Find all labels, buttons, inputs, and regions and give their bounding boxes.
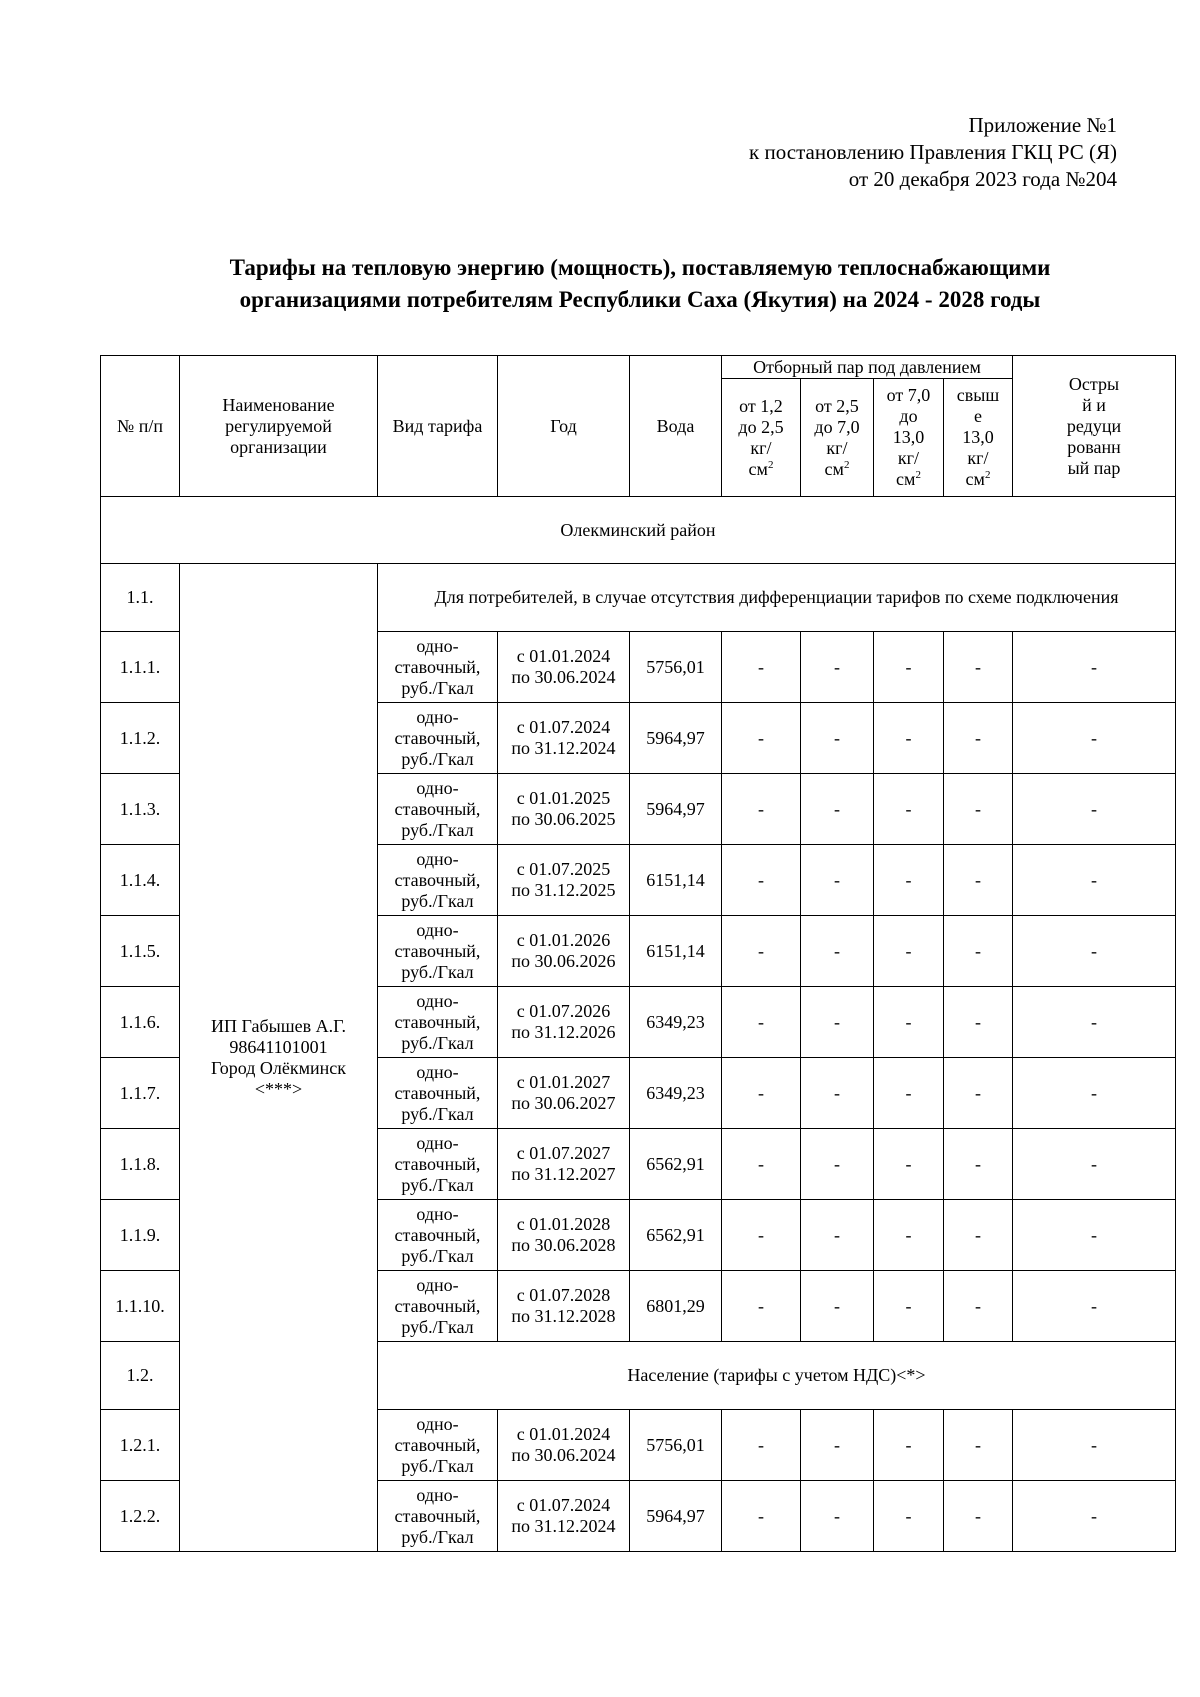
tariff-type-line: руб./Гкал <box>401 1316 474 1337</box>
tariff-type-line: ставочный, <box>394 798 481 819</box>
steam-p1-value: - <box>722 1271 801 1342</box>
header-line <box>947 469 1009 490</box>
col-header-num: № п/п <box>101 356 180 497</box>
header-line: от 1,2 <box>739 395 783 416</box>
header-line: й и <box>1082 394 1106 415</box>
header-line: от 2,5 <box>815 395 859 416</box>
steam-p2-value: - <box>801 632 874 703</box>
header-line <box>804 459 870 480</box>
steam-sharp-value: - <box>1013 1200 1176 1271</box>
tariff-type-line: одно- <box>416 706 459 727</box>
organization-line: Город Олёкминск <box>210 1057 347 1078</box>
tariff-period <box>498 845 630 916</box>
steam-p4-value: - <box>944 703 1013 774</box>
tariff-type <box>378 845 498 916</box>
tariff-type-line: руб./Гкал <box>401 1103 474 1124</box>
unit-text: см <box>748 458 768 479</box>
tariff-type-line: руб./Гкал <box>401 677 474 698</box>
region-row <box>101 497 1176 564</box>
steam-p1-value: - <box>722 1129 801 1200</box>
steam-sharp-value: - <box>1013 703 1176 774</box>
steam-p4-value: - <box>944 1271 1013 1342</box>
superscript: 2 <box>984 469 991 481</box>
period-line: с 01.01.2024 <box>516 1424 611 1444</box>
organization-line: ИП Габышев А.Г. <box>211 1015 346 1036</box>
tariff-type-line: руб./Гкал <box>401 890 474 911</box>
tariff-type <box>378 774 498 845</box>
tariff-type <box>378 916 498 987</box>
col-header-steam-group: Отборный пар под давлением <box>722 356 1013 379</box>
steam-sharp-value: - <box>1013 1129 1176 1200</box>
superscript: 2 <box>843 458 850 471</box>
steam-sharp-value: - <box>1013 1410 1176 1481</box>
col-header-water: Вода <box>630 356 722 497</box>
header-line <box>725 459 797 480</box>
period-line: по 31.12.2027 <box>511 1164 616 1184</box>
steam-sharp-value: - <box>1013 1271 1176 1342</box>
title-line: организациями потребителям Республики Саха (Якутия) на 2024 - 2028 годы <box>239 287 1041 312</box>
period-line: с 01.01.2027 <box>516 1072 611 1092</box>
steam-sharp-value: - <box>1013 1058 1176 1129</box>
header-line: ый пар <box>1067 457 1121 478</box>
tariff-type-line: одно- <box>416 1413 459 1434</box>
tariff-type <box>378 987 498 1058</box>
steam-p3-value: - <box>874 1200 944 1271</box>
steam-p4-value: - <box>944 845 1013 916</box>
water-tariff-value: 6349,23 <box>630 1058 722 1129</box>
period-line: по 30.06.2028 <box>511 1235 616 1255</box>
tariff-type-line: руб./Гкал <box>401 748 474 769</box>
appendix-line: к постановлению Правления ГКЦ РС (Я) <box>749 140 1117 164</box>
header-line: от 7,0 <box>886 385 931 405</box>
region-name: Олекминский район <box>101 497 1176 564</box>
tariff-type-line: руб./Гкал <box>401 1245 474 1266</box>
title-line: Тарифы на тепловую энергию (мощность), поставляемую теплоснабжающими <box>229 255 1051 280</box>
tariff-type-line: руб./Гкал <box>401 961 474 982</box>
water-tariff-value: 5964,97 <box>630 1481 722 1552</box>
water-tariff-value: 6801,29 <box>630 1271 722 1342</box>
col-header-org: Наименование регулируемой организации <box>180 356 378 497</box>
steam-p2-value: - <box>801 1129 874 1200</box>
col-header-pressure-2 <box>801 379 874 497</box>
period-line: по 31.12.2024 <box>511 1516 616 1536</box>
appendix-line: Приложение №1 <box>968 113 1117 137</box>
tariff-type-line: ставочный, <box>394 940 481 961</box>
header-line: до 2,5 <box>738 416 784 437</box>
steam-sharp-value: - <box>1013 845 1176 916</box>
organization-name <box>180 564 378 1552</box>
header-line: кг/ <box>750 437 772 458</box>
tariff-type <box>378 1058 498 1129</box>
water-tariff-value: 5964,97 <box>630 703 722 774</box>
tariff-period <box>498 703 630 774</box>
header-line: рованн <box>1067 436 1121 457</box>
row-number: 1.1.4. <box>101 845 180 916</box>
steam-p3-value: - <box>874 1058 944 1129</box>
tariff-type-line: одно- <box>416 990 459 1011</box>
period-line: с 01.01.2026 <box>516 930 611 950</box>
steam-sharp-value: - <box>1013 916 1176 987</box>
tariff-type-line: одно- <box>416 1203 459 1224</box>
appendix-reference <box>749 112 1117 193</box>
steam-p2-value: - <box>801 1200 874 1271</box>
steam-p2-value: - <box>801 1410 874 1481</box>
tariff-type-line: одно- <box>416 635 459 656</box>
tariff-type-line: ставочный, <box>394 1224 481 1245</box>
steam-p4-value: - <box>944 1410 1013 1481</box>
tariff-type-line: одно- <box>416 777 459 798</box>
tariff-period <box>498 916 630 987</box>
water-tariff-value: 6562,91 <box>630 1200 722 1271</box>
tariff-type-line: одно- <box>416 1132 459 1153</box>
header-line: кг/ <box>967 448 989 468</box>
steam-p4-value: - <box>944 1129 1013 1200</box>
period-line: с 01.07.2024 <box>516 717 611 737</box>
tariff-period <box>498 1481 630 1552</box>
col-header-pressure-1 <box>722 379 801 497</box>
tariff-type-line: ставочный, <box>394 1295 481 1316</box>
steam-p2-value: - <box>801 1058 874 1129</box>
group-number: 1.2. <box>101 1342 180 1410</box>
header-line: кг/ <box>826 437 848 458</box>
period-line: с 01.07.2027 <box>516 1143 611 1163</box>
tariff-type <box>378 1129 498 1200</box>
unit-text: см <box>965 469 985 489</box>
steam-p3-value: - <box>874 916 944 987</box>
water-tariff-value: 6151,14 <box>630 845 722 916</box>
tariff-type <box>378 632 498 703</box>
steam-sharp-value: - <box>1013 632 1176 703</box>
col-header-pressure-3 <box>874 379 944 497</box>
header-line <box>877 469 940 490</box>
period-line: по 31.12.2026 <box>511 1022 616 1042</box>
header-line: Остры <box>1068 373 1120 394</box>
steam-p2-value: - <box>801 916 874 987</box>
row-number: 1.1.9. <box>101 1200 180 1271</box>
tariff-type-line: ставочный, <box>394 1011 481 1032</box>
group-header-row <box>101 564 1176 632</box>
steam-sharp-value: - <box>1013 1481 1176 1552</box>
row-number: 1.2.2. <box>101 1481 180 1552</box>
tariff-type-line: ставочный, <box>394 1082 481 1103</box>
tariff-period <box>498 987 630 1058</box>
tariff-period <box>498 632 630 703</box>
row-number: 1.1.1. <box>101 632 180 703</box>
steam-p3-value: - <box>874 632 944 703</box>
period-line: по 31.12.2025 <box>511 880 616 900</box>
row-number: 1.1.8. <box>101 1129 180 1200</box>
tariff-type-line: ставочный, <box>394 727 481 748</box>
steam-p3-value: - <box>874 703 944 774</box>
tariff-type-line: одно- <box>416 1484 459 1505</box>
tariff-type <box>378 1271 498 1342</box>
steam-p3-value: - <box>874 1129 944 1200</box>
period-line: с 01.07.2026 <box>516 1001 611 1021</box>
steam-p3-value: - <box>874 1410 944 1481</box>
steam-p2-value: - <box>801 1271 874 1342</box>
row-number: 1.1.3. <box>101 774 180 845</box>
steam-p4-value: - <box>944 916 1013 987</box>
tariff-type-line: руб./Гкал <box>401 1526 474 1547</box>
tariff-period <box>498 1271 630 1342</box>
water-tariff-value: 5964,97 <box>630 774 722 845</box>
tariff-period <box>498 1200 630 1271</box>
row-number: 1.1.2. <box>101 703 180 774</box>
period-line: с 01.01.2025 <box>516 788 611 808</box>
tariff-type <box>378 1200 498 1271</box>
period-line: по 30.06.2027 <box>511 1093 616 1113</box>
steam-p3-value: - <box>874 774 944 845</box>
appendix-line: от 20 декабря 2023 года №204 <box>848 167 1117 191</box>
steam-p3-value: - <box>874 987 944 1058</box>
period-line: по 30.06.2024 <box>511 1445 616 1465</box>
superscript: 2 <box>767 458 774 471</box>
tariff-type <box>378 1410 498 1481</box>
steam-p3-value: - <box>874 1481 944 1552</box>
group-number: 1.1. <box>101 564 180 632</box>
col-header-year: Год <box>498 356 630 497</box>
unit-text: см <box>824 458 844 479</box>
tariff-table <box>100 355 1176 1552</box>
steam-p1-value: - <box>722 1410 801 1481</box>
tariff-type-line: ставочный, <box>394 656 481 677</box>
water-tariff-value: 5756,01 <box>630 1410 722 1481</box>
period-line: по 31.12.2028 <box>511 1306 616 1326</box>
steam-p1-value: - <box>722 845 801 916</box>
period-line: с 01.07.2028 <box>516 1285 611 1305</box>
row-number: 1.2.1. <box>101 1410 180 1481</box>
tariff-type-line: одно- <box>416 919 459 940</box>
steam-p2-value: - <box>801 1481 874 1552</box>
steam-p1-value: - <box>722 632 801 703</box>
row-number: 1.1.10. <box>101 1271 180 1342</box>
col-header-type: Вид тарифа <box>378 356 498 497</box>
steam-p1-value: - <box>722 1058 801 1129</box>
period-line: по 30.06.2025 <box>511 809 616 829</box>
steam-p4-value: - <box>944 774 1013 845</box>
header-line: свыш <box>956 385 1000 405</box>
tariff-type-line: руб./Гкал <box>401 1032 474 1053</box>
steam-p4-value: - <box>944 1200 1013 1271</box>
water-tariff-value: 5756,01 <box>630 632 722 703</box>
row-number: 1.1.5. <box>101 916 180 987</box>
header-line: до 7,0 <box>814 416 860 437</box>
tariff-type-line: ставочный, <box>394 1434 481 1455</box>
tariff-period <box>498 774 630 845</box>
superscript: 2 <box>915 469 921 481</box>
period-line: по 31.12.2024 <box>511 738 616 758</box>
steam-p4-value: - <box>944 1058 1013 1129</box>
header-line: 13,0 <box>962 427 994 447</box>
steam-p4-value: - <box>944 632 1013 703</box>
steam-p1-value: - <box>722 1481 801 1552</box>
steam-sharp-value: - <box>1013 774 1176 845</box>
row-number: 1.1.6. <box>101 987 180 1058</box>
tariff-period <box>498 1058 630 1129</box>
period-line: по 30.06.2024 <box>511 667 616 687</box>
tariff-type-line: руб./Гкал <box>401 1455 474 1476</box>
col-header-pressure-4 <box>944 379 1013 497</box>
period-line: по 30.06.2026 <box>511 951 616 971</box>
steam-p3-value: - <box>874 1271 944 1342</box>
row-number: 1.1.7. <box>101 1058 180 1129</box>
group-title: Население (тарифы с учетом НДС)<*> <box>378 1342 1176 1410</box>
steam-sharp-value: - <box>1013 987 1176 1058</box>
water-tariff-value: 6562,91 <box>630 1129 722 1200</box>
organization-line: 98641101001 <box>229 1036 328 1057</box>
col-header-sharp-steam <box>1013 356 1176 497</box>
period-line: с 01.01.2024 <box>516 646 611 666</box>
tariff-period <box>498 1410 630 1481</box>
unit-text: см <box>896 469 916 489</box>
header-line: е <box>974 406 982 426</box>
header-line: 13,0 <box>892 427 925 447</box>
header-line: до <box>899 406 918 426</box>
document-title <box>100 252 1180 316</box>
tariff-type-line: ставочный, <box>394 1153 481 1174</box>
steam-p2-value: - <box>801 703 874 774</box>
tariff-type-line: руб./Гкал <box>401 1174 474 1195</box>
tariff-type <box>378 1481 498 1552</box>
tariff-type-line: одно- <box>416 1274 459 1295</box>
organization-line: <***> <box>254 1078 303 1099</box>
steam-p1-value: - <box>722 987 801 1058</box>
period-line: с 01.01.2028 <box>516 1214 611 1234</box>
period-line: с 01.07.2024 <box>516 1495 611 1515</box>
water-tariff-value: 6151,14 <box>630 916 722 987</box>
steam-p1-value: - <box>722 703 801 774</box>
steam-p1-value: - <box>722 774 801 845</box>
steam-p2-value: - <box>801 774 874 845</box>
steam-p2-value: - <box>801 987 874 1058</box>
steam-p1-value: - <box>722 916 801 987</box>
header-line: кг/ <box>897 448 920 468</box>
steam-p3-value: - <box>874 845 944 916</box>
group-title: Для потребителей, в случае отсутствия дифференциации тарифов по схеме подключения <box>378 564 1176 632</box>
steam-p4-value: - <box>944 1481 1013 1552</box>
steam-p4-value: - <box>944 987 1013 1058</box>
period-line: с 01.07.2025 <box>516 859 611 879</box>
tariff-period <box>498 1129 630 1200</box>
tariff-type-line: одно- <box>416 848 459 869</box>
tariff-type-line: руб./Гкал <box>401 819 474 840</box>
tariff-type-line: одно- <box>416 1061 459 1082</box>
header-line: редуци <box>1066 415 1122 436</box>
tariff-type-line: ставочный, <box>394 1505 481 1526</box>
tariff-type-line: ставочный, <box>394 869 481 890</box>
steam-p1-value: - <box>722 1200 801 1271</box>
steam-p2-value: - <box>801 845 874 916</box>
tariff-type <box>378 703 498 774</box>
water-tariff-value: 6349,23 <box>630 987 722 1058</box>
